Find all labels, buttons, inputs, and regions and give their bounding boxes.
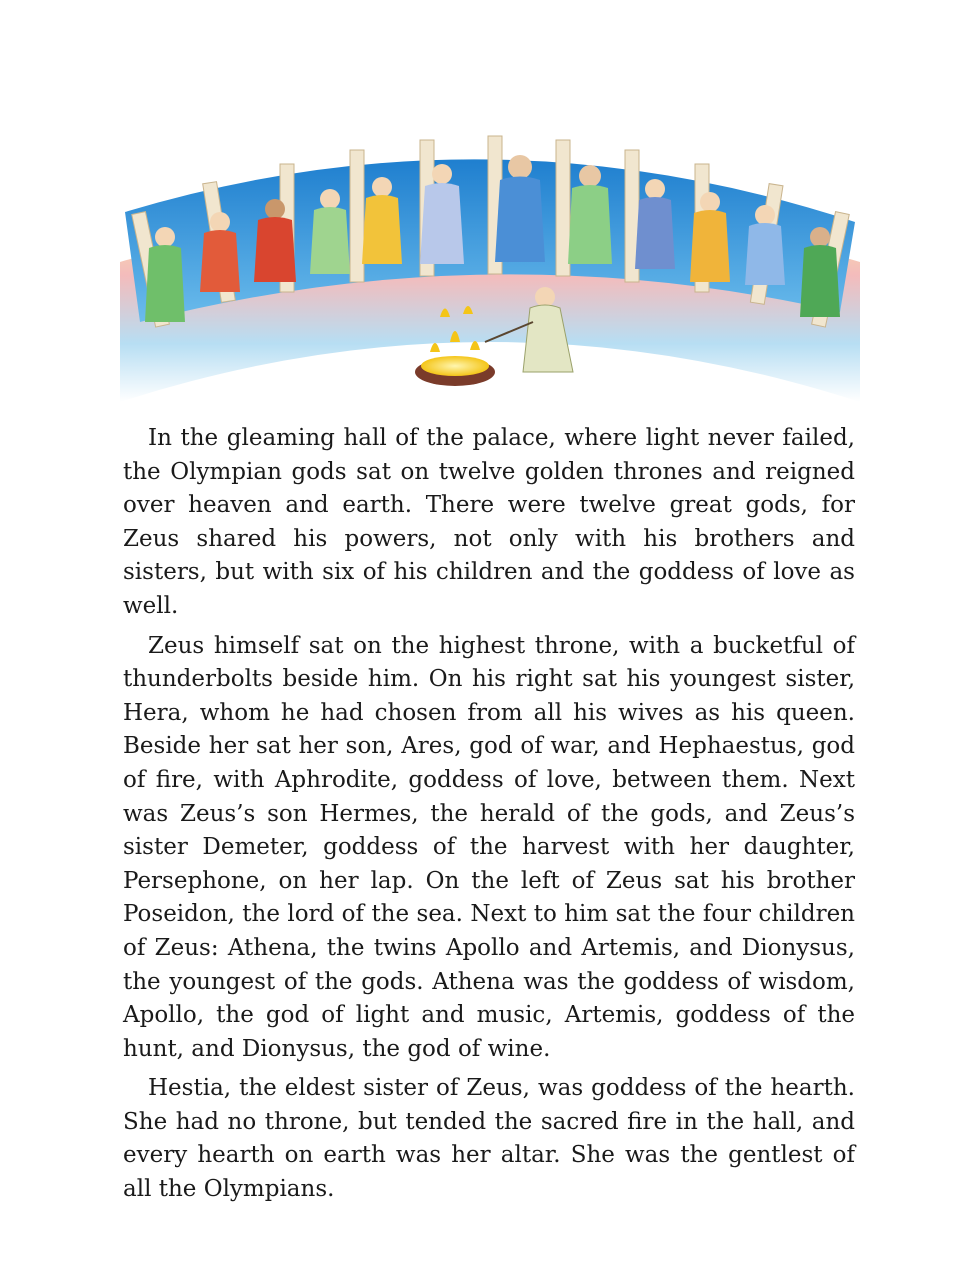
olympian-gods-illustration — [120, 112, 860, 402]
olympian-gods-hall-icon — [120, 112, 860, 402]
story-text — [123, 422, 855, 1213]
paragraph-olympian-thrones: In the gleaming hall of the palace, where light never failed, the Olympian gods sat on twelve golden thrones and reigned over heaven and earth. There were twelve great gods, for Zeus shared his powers, not only with his brothers and sisters, but with six of his children and the goddess of love as well. — [123, 425, 855, 619]
paragraph-zeus-and-gods: Zeus himself sat on the highest throne, with a bucketful of thunderbolts beside him. On his right sat his youngest sister, Hera, whom he had chosen from all his wives as his queen. Beside her sat her son, Ares, god of war, and Hephaestus, god of fire, with Aphrodite, goddess of love, between them. Next was Zeus’s son Hermes, the herald of the gods, and Zeus’s sister Demeter, goddess of the harvest with her daughter, Persephone, on her lap. On the left of Zeus sat his brother Poseidon, the lord of the sea. Next to him sat the four children of Zeus: Athena, the twins Apollo and Artemis, and Dionysus, the youngest of the gods. Athena was the goddess of wisdom, Apollo, the god of light and music, Artemis, goddess of the hunt, and Dionysus, the god of wine. — [123, 632, 855, 1062]
paragraph-hestia: Hestia, the eldest sister of Zeus, was goddess of the hearth. She had no throne, but tended the sacred fire in the hall, and every hearth on earth was her altar. She was the gentlest of all the Olympians. — [123, 1075, 855, 1203]
